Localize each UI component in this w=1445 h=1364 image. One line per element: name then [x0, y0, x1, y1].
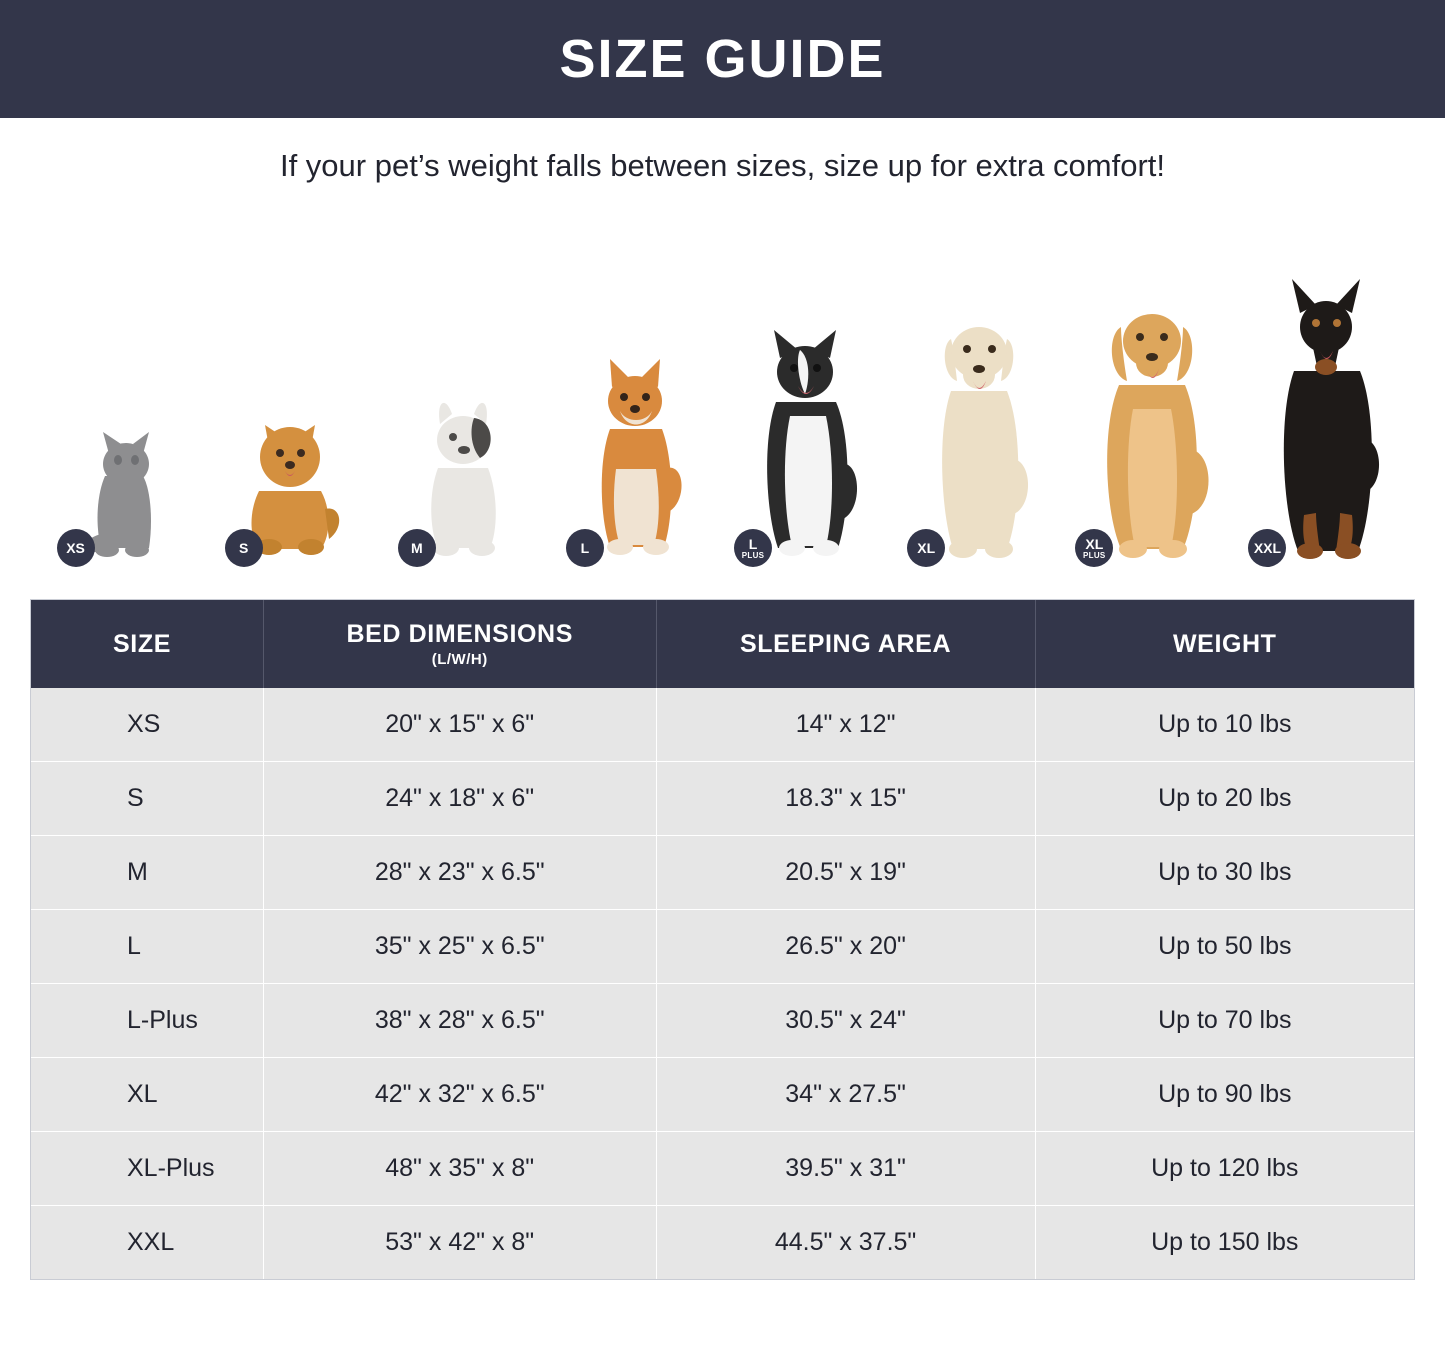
cell-weight: Up to 30 lbs [1035, 836, 1414, 910]
size-badge-l-plus [734, 529, 772, 567]
column-header-size: SIZE [31, 600, 263, 688]
cell-size: XS [31, 688, 263, 762]
cell-size: L [31, 910, 263, 984]
pet-figure-s [203, 239, 376, 569]
column-header-bed-dimensions-label: BED DIMENSIONS [346, 620, 573, 648]
cell-bed-dimensions: 20" x 15" x 6" [263, 688, 656, 762]
cell-bed-dimensions: 28" x 23" x 6.5" [263, 836, 656, 910]
cell-sleeping-area: 44.5" x 37.5" [656, 1206, 1035, 1280]
golden-retriever-silhouette [1075, 299, 1235, 564]
column-header-weight: WEIGHT [1035, 600, 1414, 688]
cell-sleeping-area: 14" x 12" [656, 688, 1035, 762]
cell-bed-dimensions: 35" x 25" x 6.5" [263, 910, 656, 984]
table-row [31, 910, 1414, 984]
size-table-container [30, 599, 1415, 1280]
pet-figure-l [549, 239, 722, 569]
table-row [31, 762, 1414, 836]
pet-figure-xxl [1242, 239, 1415, 569]
cell-size: XXL [31, 1206, 263, 1280]
size-badge-label: XL [917, 540, 936, 556]
subtitle-text: If your pet’s weight falls between sizes, size up for extra comfort! [279, 148, 1166, 183]
cell-sleeping-area: 34" x 27.5" [656, 1058, 1035, 1132]
pet-figure-xl-plus [1069, 239, 1242, 569]
cell-sleeping-area: 39.5" x 31" [656, 1132, 1035, 1206]
page-title: SIZE GUIDE [559, 29, 886, 89]
cell-sleeping-area: 20.5" x 19" [656, 836, 1035, 910]
cell-weight: Up to 20 lbs [1035, 762, 1414, 836]
size-badge-sublabel: PLUS [741, 550, 765, 560]
cell-size: L-Plus [31, 984, 263, 1058]
table-row [31, 1206, 1414, 1280]
table-row [31, 1058, 1414, 1132]
cell-size: S [31, 762, 263, 836]
cell-bed-dimensions: 24" x 18" x 6" [263, 762, 656, 836]
subtitle-container [0, 118, 1445, 214]
size-badge-label: S [239, 540, 249, 556]
cell-size: XL-Plus [31, 1132, 263, 1206]
column-header-bed-dimensions-sub: (L/W/H) [431, 651, 488, 668]
labrador-silhouette [907, 309, 1057, 564]
cell-weight: Up to 150 lbs [1035, 1206, 1414, 1280]
cell-weight: Up to 120 lbs [1035, 1132, 1414, 1206]
cell-bed-dimensions: 48" x 35" x 8" [263, 1132, 656, 1206]
cell-weight: Up to 70 lbs [1035, 984, 1414, 1058]
size-table [31, 600, 1414, 1279]
size-badge-label: XS [66, 540, 85, 556]
cell-size: XL [31, 1058, 263, 1132]
column-header-bed-dimensions [263, 600, 656, 688]
pet-figure-xl [896, 239, 1069, 569]
size-badge-label: L [748, 535, 758, 552]
cell-sleeping-area: 18.3" x 15" [656, 762, 1035, 836]
page-header [0, 0, 1445, 118]
size-badge-xl [907, 529, 945, 567]
cell-weight: Up to 50 lbs [1035, 910, 1414, 984]
cell-size: M [31, 836, 263, 910]
cell-weight: Up to 10 lbs [1035, 688, 1414, 762]
size-badge-s [225, 529, 263, 567]
doberman-silhouette [1248, 279, 1408, 564]
pet-size-illustrations [30, 239, 1415, 569]
cell-sleeping-area: 30.5" x 24" [656, 984, 1035, 1058]
table-row [31, 688, 1414, 762]
table-row [31, 984, 1414, 1058]
cell-sleeping-area: 26.5" x 20" [656, 910, 1035, 984]
size-badge-label: XL [1085, 535, 1104, 552]
size-badge-m [398, 529, 436, 567]
size-badge-l [566, 529, 604, 567]
size-badge-label: L [580, 540, 590, 556]
size-badge-label: XXL [1253, 540, 1282, 556]
table-row [31, 836, 1414, 910]
cell-weight: Up to 90 lbs [1035, 1058, 1414, 1132]
cell-bed-dimensions: 42" x 32" x 6.5" [263, 1058, 656, 1132]
size-table-body [31, 688, 1414, 1279]
pet-figure-l-plus [723, 239, 896, 569]
size-badge-xs [57, 529, 95, 567]
pet-figure-xs [30, 239, 203, 569]
size-badge-label: M [410, 540, 423, 556]
table-row [31, 1132, 1414, 1206]
pet-figure-m [376, 239, 549, 569]
table-header-row [31, 600, 1414, 688]
size-table-head [31, 600, 1414, 688]
cell-bed-dimensions: 53" x 42" x 8" [263, 1206, 656, 1280]
size-badge-sublabel: PLUS [1083, 550, 1106, 560]
cell-bed-dimensions: 38" x 28" x 6.5" [263, 984, 656, 1058]
column-header-sleeping-area: SLEEPING AREA [656, 600, 1035, 688]
border-collie-silhouette [734, 324, 884, 564]
